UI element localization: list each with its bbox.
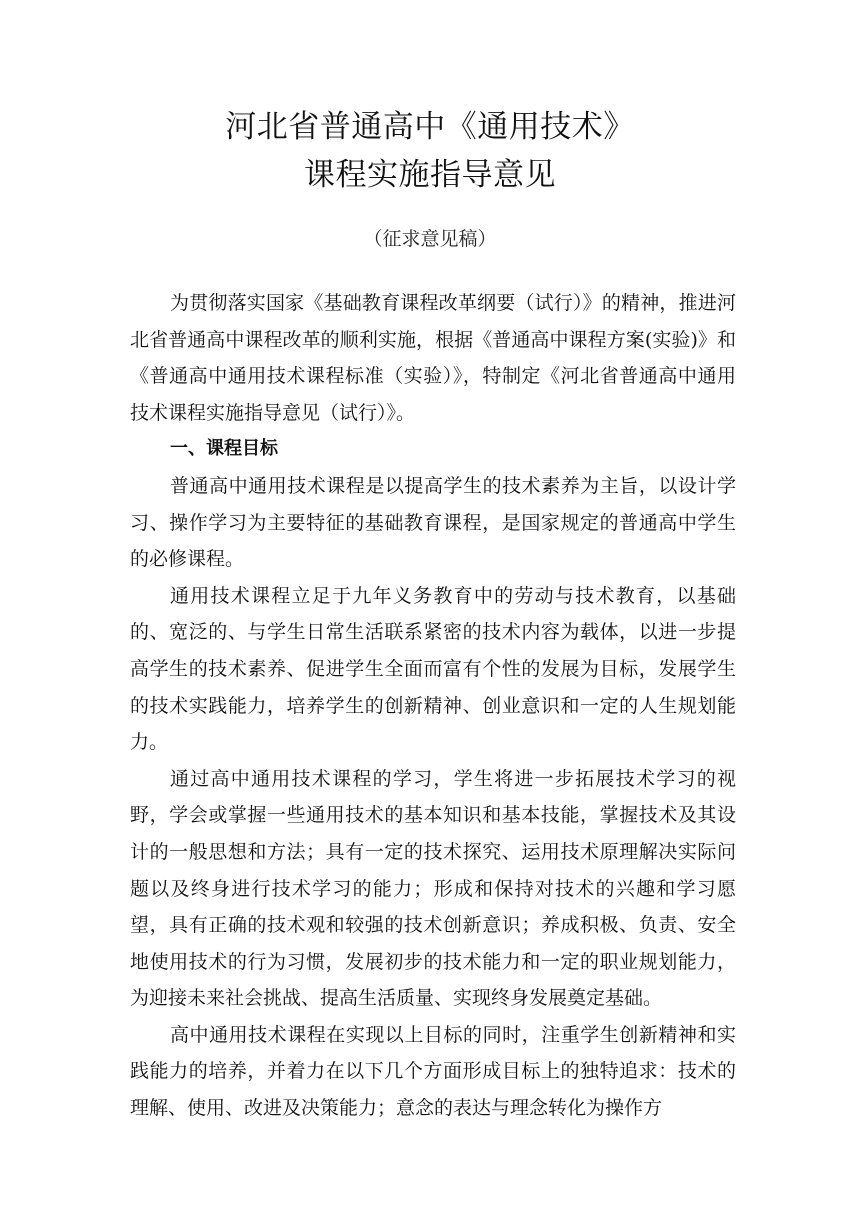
section-heading-course-goals: 一、课程目标 xyxy=(170,438,278,460)
body-paragraph: 通过高中通用技术课程的学习，学生将进一步拓展技术学习的视野，学会或掌握一些通用技术的基本知识和基本技能，掌握技术及其设计的一般思想和方法；具有一定的技术探究、运用技术原理解决实际问题以及终身进行技术学习的能力；形成和保持对技术的兴趣和学习愿望，具有正确的技术观和较强的技术创新意识；养成积极、负责、安全地使用技术的行为习惯，发展初步的技术能力和一定的职业规划能力，为迎接未来社会挑战、提高生活质量、实现终身发展奠定基础。 xyxy=(130,767,736,1010)
document-subtitle: （征求意见稿） xyxy=(363,228,497,250)
body-paragraph: 高中通用技术课程在实现以上目标的同时，注重学生创新精神和实践能力的培养，并着力在以下几个方面形成目标上的独特追求：技术的理解、使用、改进及决策能力；意念的表达与理念转化为操作方 xyxy=(130,1023,736,1120)
body-paragraph: 通用技术课程立足于九年义务教育中的劳动与技术教育，以基础的、宽泛的、与学生日常生活联系紧密的技术内容为载体，以进一步提高学生的技术素养、促进学生全面而富有个性的发展为目标，发展学生的技术实践能力，培养学生的创新精神、创业意识和一定的人生规划能力。 xyxy=(130,584,736,754)
document-title-line-2: 课程实施指导意见 xyxy=(304,157,556,193)
body-paragraph: 普通高中通用技术课程是以提高学生的技术素养为主旨，以设计学习、操作学习为主要特征的基础教育课程，是国家规定的普通高中学生的必修课程。 xyxy=(130,474,736,571)
document-body xyxy=(130,285,736,1127)
intro-paragraph: 为贯彻落实国家《基础教育课程改革纲要（试行）》的精神，推进河北省普通高中课程改革的顺利实施，根据《普通高中课程方案(实验)》和《普通高中通用技术课程标准（实验）》，特制定《河北省普通高中通用技术课程实施指导意见（试行）》。 xyxy=(130,292,736,424)
document-title-line-1: 河北省普通高中《通用技术》 xyxy=(225,109,635,145)
